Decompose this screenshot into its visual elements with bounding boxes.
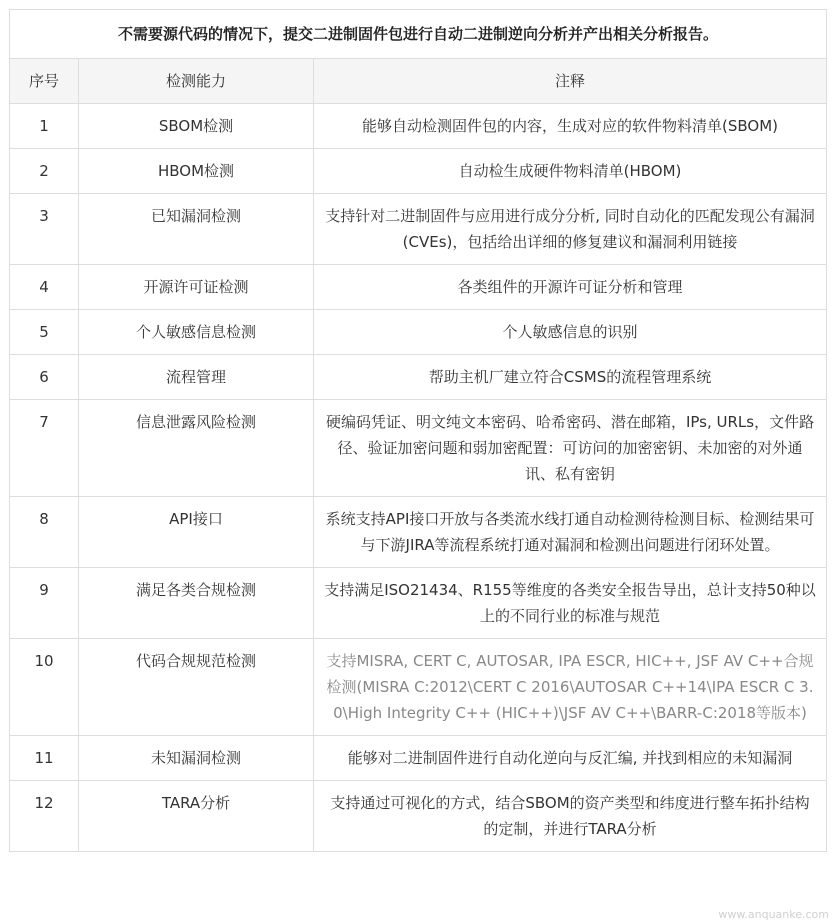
table-row: [10, 568, 827, 639]
row-capability: 开源许可证检测: [79, 265, 314, 310]
table-row: [10, 736, 827, 781]
row-note: 支持针对二进制固件与应用进行成分分析, 同时自动化的匹配发现公有漏洞(CVEs)，包括给出详细的修复建议和漏洞利用链接: [314, 194, 827, 265]
row-capability: 已知漏洞检测: [79, 194, 314, 265]
table-row: [10, 355, 827, 400]
row-note: 支持MISRA, CERT C, AUTOSAR, IPA ESCR, HIC++, JSF AV C++合规检测(MISRA C:2012\CERT C 2016\AUTOSAR C++14\IPA ESCR C 3.0\High Integrity C++ (HIC++)\JSF AV C++\BARR-C:2018等版本): [314, 639, 827, 736]
row-no: 7: [10, 400, 79, 497]
row-note: 各类组件的开源许可证分析和管理: [314, 265, 827, 310]
row-no: 1: [10, 104, 79, 149]
row-capability: 个人敏感信息检测: [79, 310, 314, 355]
row-capability: API接口: [79, 497, 314, 568]
table-row: [10, 310, 827, 355]
row-capability: 未知漏洞检测: [79, 736, 314, 781]
header-no: 序号: [10, 59, 79, 104]
title-row: [10, 10, 827, 59]
row-no: 6: [10, 355, 79, 400]
row-capability: HBOM检测: [79, 149, 314, 194]
watermark: www.anquanke.com: [718, 908, 829, 921]
row-no: 4: [10, 265, 79, 310]
table-row: [10, 497, 827, 568]
table-row: [10, 149, 827, 194]
table-row: [10, 194, 827, 265]
row-no: 11: [10, 736, 79, 781]
row-no: 8: [10, 497, 79, 568]
row-note: 自动检生成硬件物料清单(HBOM): [314, 149, 827, 194]
header-row: [10, 59, 827, 104]
row-capability: 信息泄露风险检测: [79, 400, 314, 497]
row-capability: 流程管理: [79, 355, 314, 400]
row-capability: 满足各类合规检测: [79, 568, 314, 639]
row-note: 能够对二进制固件进行自动化逆向与反汇编, 并找到相应的未知漏洞: [314, 736, 827, 781]
table-title: 不需要源代码的情况下，提交二进制固件包进行自动二进制逆向分析并产出相关分析报告。: [10, 10, 827, 59]
table-row: [10, 781, 827, 852]
row-capability: 代码合规规范检测: [79, 639, 314, 736]
row-no: 2: [10, 149, 79, 194]
capability-table: [9, 9, 827, 852]
row-note: 支持满足ISO21434、R155等维度的各类安全报告导出，总计支持50种以上的不同行业的标准与规范: [314, 568, 827, 639]
table-row: [10, 265, 827, 310]
row-capability: SBOM检测: [79, 104, 314, 149]
header-capability: 检测能力: [79, 59, 314, 104]
row-note: 帮助主机厂建立符合CSMS的流程管理系统: [314, 355, 827, 400]
header-note: 注释: [314, 59, 827, 104]
table-row: [10, 400, 827, 497]
row-no: 12: [10, 781, 79, 852]
row-note: 系统支持API接口开放与各类流水线打通自动检测待检测目标、检测结果可与下游JIRA等流程系统打通对漏洞和检测出问题进行闭环处置。: [314, 497, 827, 568]
row-capability: TARA分析: [79, 781, 314, 852]
row-note: 能够自动检测固件包的内容，生成对应的软件物料清单(SBOM): [314, 104, 827, 149]
row-note: 硬编码凭证、明文纯文本密码、哈希密码、潜在邮箱，IPs, URLs，文件路径、验证加密问题和弱加密配置：可访问的加密密钥、未加密的对外通讯、私有密钥: [314, 400, 827, 497]
table-row: [10, 639, 827, 736]
row-no: 5: [10, 310, 79, 355]
table-row: [10, 104, 827, 149]
row-note: 支持通过可视化的方式，结合SBOM的资产类型和纬度进行整车拓扑结构的定制，并进行TARA分析: [314, 781, 827, 852]
row-no: 3: [10, 194, 79, 265]
row-no: 9: [10, 568, 79, 639]
row-note: 个人敏感信息的识别: [314, 310, 827, 355]
row-no: 10: [10, 639, 79, 736]
